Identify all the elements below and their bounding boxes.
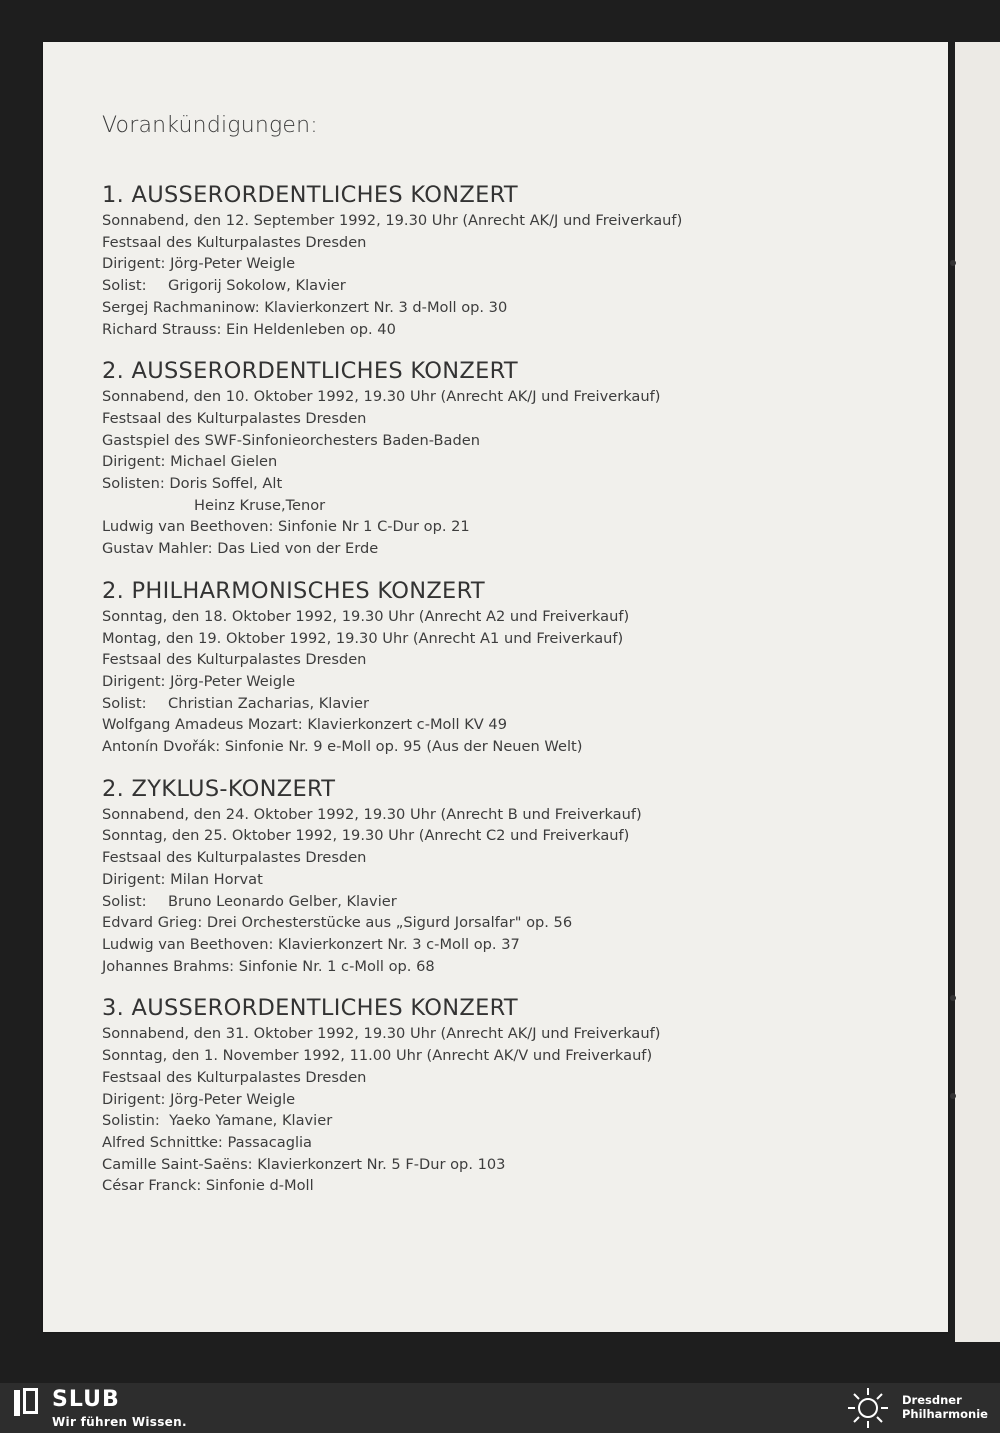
program-item: Wolfgang Amadeus Mozart: Klavierkonzert c-Moll KV 49 [102, 716, 507, 734]
announcements [102, 113, 752, 1215]
program-item: Ludwig van Beethoven: Sinfonie Nr 1 C-Dur op. 21 [102, 518, 470, 536]
concert-soloist: Solisten: Doris Soffel, Alt [102, 475, 283, 493]
concert-date: Sonnabend, den 10. Oktober 1992, 19.30 Uhr (Anrecht AK/J und Freiverkauf) [102, 388, 661, 406]
concert-entry [102, 182, 752, 340]
concert-date: Sonntag, den 1. November 1992, 11.00 Uhr (Anrecht AK/V und Freiverkauf) [102, 1047, 653, 1065]
concert-conductor: Dirigent: Jörg-Peter Weigle [102, 255, 296, 273]
concert-date: Sonntag, den 18. Oktober 1992, 19.30 Uhr (Anrecht A2 und Freiverkauf) [102, 607, 630, 625]
staple-mark [950, 995, 956, 1001]
staple-mark [950, 1093, 956, 1099]
library-tagline: Wir führen Wissen. [52, 1415, 187, 1429]
concert-entry [102, 358, 752, 560]
concert-date: Sonntag, den 25. Oktober 1992, 19.30 Uhr (Anrecht C2 und Freiverkauf) [102, 827, 630, 845]
soloist-name: Grigorij Sokolow, Klavier [168, 277, 346, 295]
concert-soloist-second: Heinz Kruse,Tenor [194, 496, 326, 514]
program-item: Gustav Mahler: Das Lied von der Erde [102, 540, 379, 558]
soloist-name: Bruno Leonardo Gelber, Klavier [168, 892, 397, 910]
program-item: Camille Saint-Saëns: Klavierkonzert Nr. 5 F-Dur op. 103 [102, 1155, 506, 1173]
program-item: Sergej Rachmaninow: Klavierkonzert Nr. 3 d-Moll op. 30 [102, 298, 508, 316]
concert-venue: Festsaal des Kulturpalastes Dresden [102, 233, 367, 251]
concert-date: Sonnabend, den 12. September 1992, 19.30 Uhr (Anrecht AK/J und Freiverkauf) [102, 212, 683, 229]
next-page-edge [955, 42, 1000, 1342]
soloist-label: Solist: [102, 892, 147, 910]
soloist-label: Solist: [102, 277, 147, 295]
viewer-footer [0, 1383, 1000, 1433]
concert-title: 2. ZYKLUS-KONZERT [102, 775, 336, 802]
concert-conductor: Dirigent: Jörg-Peter Weigle [102, 672, 296, 690]
concert-conductor: Dirigent: Jörg-Peter Weigle [102, 1090, 296, 1108]
concert-venue: Festsaal des Kulturpalastes Dresden [102, 409, 367, 427]
partner-name [902, 1393, 988, 1421]
concert-soloist [102, 693, 752, 715]
concert-date: Sonnabend, den 24. Oktober 1992, 19.30 Uhr (Anrecht B und Freiverkauf) [102, 805, 642, 823]
partner-name-line2: Philharmonie [902, 1407, 988, 1421]
concert-conductor: Dirigent: Michael Gielen [102, 453, 278, 471]
concert-soloist: Solistin: Yaeko Yamane, Klavier [102, 1112, 333, 1130]
concert-entry [102, 995, 752, 1197]
library-name[interactable]: SLUB [52, 1387, 120, 1412]
concert-venue: Festsaal des Kulturpalastes Dresden [102, 1068, 367, 1086]
page-heading: Vorankündigungen: [102, 113, 318, 138]
slub-logo-icon[interactable] [14, 1388, 38, 1416]
program-item: César Franck: Sinfonie d-Moll [102, 1177, 314, 1195]
concert-title: 1. AUSSERORDENTLICHES KONZERT [102, 182, 518, 208]
concert-conductor: Dirigent: Milan Horvat [102, 870, 263, 888]
concert-date: Montag, den 19. Oktober 1992, 19.30 Uhr (Anrecht A1 und Freiverkauf) [102, 629, 624, 647]
concert-venue: Festsaal des Kulturpalastes Dresden [102, 651, 367, 669]
concert-title: 3. AUSSERORDENTLICHES KONZERT [102, 995, 518, 1022]
concert-title: 2. AUSSERORDENTLICHES KONZERT [102, 358, 518, 385]
program-item: Edvard Grieg: Drei Orchesterstücke aus „Sigurd Jorsalfar" op. 56 [102, 914, 573, 932]
soloist-label: Solist: [102, 694, 147, 712]
program-item: Ludwig van Beethoven: Klavierkonzert Nr. 3 c-Moll op. 37 [102, 935, 520, 953]
concert-title: 2. PHILHARMONISCHES KONZERT [102, 577, 485, 604]
concert-guest: Gastspiel des SWF-Sinfonieorchesters Baden-Baden [102, 431, 480, 449]
concert-entry [102, 776, 752, 978]
soloist-name: Christian Zacharias, Klavier [168, 694, 369, 712]
program-item: Alfred Schnittke: Passacaglia [102, 1133, 313, 1151]
concert-date: Sonnabend, den 31. Oktober 1992, 19.30 Uhr (Anrecht AK/J und Freiverkauf) [102, 1025, 661, 1043]
staple-mark [950, 260, 956, 266]
concert-soloist [102, 891, 752, 913]
concert-entry [102, 578, 752, 758]
philharmonie-logo-icon[interactable] [842, 1386, 894, 1430]
program-item: Johannes Brahms: Sinfonie Nr. 1 c-Moll op. 68 [102, 957, 435, 975]
concert-soloist [102, 275, 752, 297]
concert-venue: Festsaal des Kulturpalastes Dresden [102, 849, 367, 867]
partner-name-line1: Dresdner [902, 1393, 962, 1407]
program-item: Antonín Dvořák: Sinfonie Nr. 9 e-Moll op. 95 (Aus der Neuen Welt) [102, 738, 583, 756]
program-item: Richard Strauss: Ein Heldenleben op. 40 [102, 320, 396, 338]
